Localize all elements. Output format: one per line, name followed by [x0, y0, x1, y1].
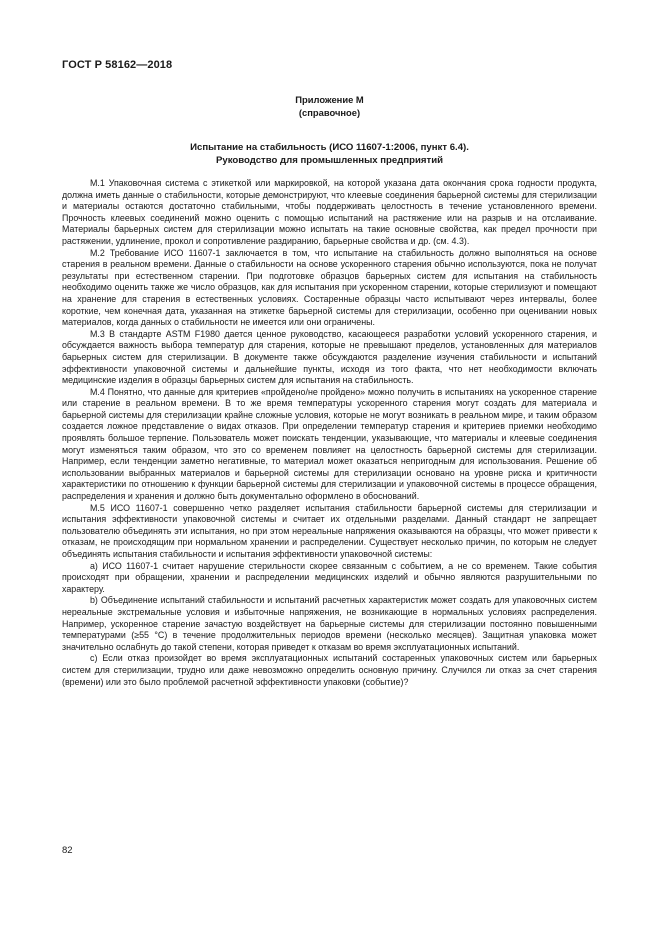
paragraph-m2: М.2 Требование ИСО 11607-1 заключается в том, что испытание на стабильность должно выполняться на основе старения в реальном времени. Данные о стабильности на основе ускоренного старения обычно используются, пока не получат результаты при естественном старении. При подготовке образцов барьерных систем для испытания на стабильность необходимо оценить также же число образцов, как для испытания при ускоренном старении, которые стерилизуют и помещают на хранение для старения в естественных условиях. Состаренные образцы часто испытывают через интервалы, более короткие, чем конечная дата, указанная на этикетке барьерной системы для стерилизации, особенно при оценивании новых материалов, когда данных о стабильности не имеется или они ограничены. — [62, 247, 597, 328]
appendix-type: (справочное) — [298, 107, 361, 118]
page-number: 82 — [62, 845, 73, 856]
paragraph-m1: М.1 Упаковочная система с этикеткой или маркировкой, на которой указана дата окончания срока годности продукта, должна иметь данные о стабильности, которые демонстрируют, что клеевые соединения барьерной системы для стерилизации и материалы остаются достаточно стабильными, чтобы поддерживать целостность в течение установленного времени. Прочность клеевых соединений можно оценить с помощью испытаний на растяжение или на разрыв и на отслаивание. Материалы барьерных систем для стерилизации можно испытать на такие основные свойства, как предел прочности при растяжении, удлинение, прокол и сопротивление раздиранию, барьерные свойства и др. (см. 4.3). — [62, 178, 597, 246]
document-code: ГОСТ Р 58162—2018 — [62, 59, 173, 71]
paragraph-m4: М.4 Понятно, что данные для критериев «пройдено/не пройдено» можно получить в испытаниях на ускоренное старение или старение в реальном времени. В то же время температуры ускоренного старения могут создать для материала и барьерной системы для стерилизации крайне сложные условия, которые не могут возникать в реальном мире, и таким образом создается ложное представление о видах отказов. При определении температур старения и критериев приемки необходимо проявлять большое терпение. Пользователь может поискать тенденции, указывающие, что материалы и клеевые соединения могут изменяться таким образом, что это со временем повлияет на целостность барьерной системы для стерилизации. Например, если тенденции заметно негативные, то материал может оказаться непригодным для использования. Решение об использовании выбранных материалов и барьерной системы для стерилизации основано на уровне риска и критичности характеристики по отношению к функции барьерной системы для стерилизации и упаковочной системы в процессе обращения, распределения и хранения и должно быть документально оформлено в обоснований. — [62, 386, 597, 502]
section-title — [62, 141, 597, 167]
list-item-b: b) Объединение испытаний стабильности и испытаний расчетных характеристик может создать для упаковочных систем нереальные экстремальные условия и избыточные напряжения, не возникающие в нормальных условиях распределения. Например, ускоренное старение зачастую воздействует на барьерные системы для стерилизации постоянно повышенными температурами (≥55 °С) в течение продолжительных периодов времени (несколько месяцев). Защитная упаковка может значительно ослабнуть до такой степени, которая приведет к отказам во время эксплуатационных испытаний. — [62, 595, 597, 652]
paragraph-m5: М.5 ИСО 11607-1 совершенно четко разделяет испытания стабильности барьерной системы для стерилизации и испытания эффективности упаковочной системы и считает их отдельными разделами. Данный стандарт не запрещает пользователю объединять эти испытания, но при этом нереальные напряжения оказываются на образцы, что может привести к отказам, не происходящим при нормальном хранении и распределении. Существует несколько причин, по которым не следует объединять испытания стабильности и испытания эффективности упаковочной системы: — [62, 502, 597, 559]
body-text — [62, 178, 597, 688]
section-title-line-2: Руководство для промышленных предприятий — [215, 155, 443, 166]
list-item-a: а) ИСО 11607-1 считает нарушение стерильности скорее связанным с событием, а не со временем. Такие события происходят при обращении, хранении и распределении медицинских изделий и обычно являются разрушительными по характеру. — [62, 560, 597, 594]
appendix-label: Приложение M — [295, 94, 364, 105]
paragraph-m3: М.3 В стандарте ASTM F1980 дается ценное руководство, касающееся разработки условий ускоренного старения, и обсуждается важность выбора температур для старения, которые не превышают пределов, установленных для материалов барьерных систем для стерилизации. В документе также обсуждаются разделение изучения стабильности и испытаний эффективности упаковочной системы и дальнейшие пункты, исходя из того факта, что нет необходимости включать медицинские изделия в образцы барьерных систем для испытания на стабильность. — [62, 328, 597, 386]
section-title-line-1: Испытание на стабильность (ИСО 11607-1:2006, пункт 6.4). — [190, 142, 469, 153]
list-item-c: с) Если отказ произойдет во время эксплуатационных испытаний состаренных упаковочных систем или барьерных систем для стерилизации, трудно или даже невозможно определить основную причину. Случился ли отказ за счет старения (времени) или это было проблемой расчетной эффективности упаковки (событие)? — [62, 653, 597, 687]
